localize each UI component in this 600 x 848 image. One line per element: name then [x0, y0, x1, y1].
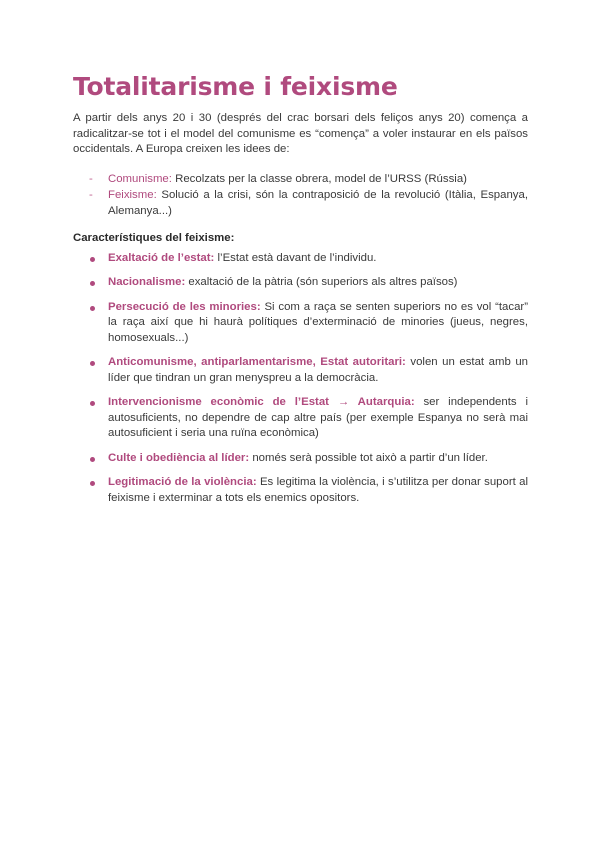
- characteristic-text: Si com a raça se senten superiors no es vol “tacar” la raça així que hi haurà polítiques d’exterminació de minories (jueus, negres, homosexuals...): [108, 300, 528, 344]
- dash-icon: -: [89, 172, 93, 185]
- characteristic-text: ser independents i autosuficients, no dependre de cap altre país (per exemple Espanya no serà mai autosuficient i seria una ruïna econòmica): [108, 396, 528, 439]
- idea-term: Comunisme:: [108, 172, 172, 185]
- list-item: [73, 355, 528, 386]
- idea-text: Solució a la crisi, són la contraposició de la revolució (Itàlia, Espanya, Alemanya...): [108, 189, 528, 217]
- dash-icon: -: [89, 189, 93, 201]
- characteristics-heading: Característiques del feixisme:: [73, 232, 235, 244]
- bullet-icon: [90, 281, 95, 286]
- list-item: [73, 395, 528, 442]
- characteristic-text: volen un estat amb un líder que tindran un gran menyspreu a la democràcia.: [108, 356, 528, 384]
- page-title: Totalitarisme i feixisme: [73, 72, 398, 101]
- list-item: [73, 275, 528, 291]
- bullet-icon: [90, 257, 95, 262]
- list-item-feixisme: [73, 188, 528, 219]
- characteristic-text: només serà possible tot això a partir d’un líder.: [249, 451, 488, 464]
- bullet-icon: [90, 401, 95, 406]
- characteristic-term: Exaltació de l’estat:: [108, 251, 215, 264]
- characteristic-text: l’Estat està davant de l’individu.: [214, 251, 377, 264]
- characteristic-term: Persecució de les minories:: [108, 300, 261, 313]
- list-item: [73, 300, 528, 347]
- bullet-icon: [90, 481, 95, 486]
- characteristic-term: Legitimació de la violència:: [108, 476, 257, 488]
- list-item: [73, 251, 528, 267]
- bullet-icon: [90, 361, 95, 366]
- characteristic-text: Es legitima la violència, i s’utilitza per donar suport al feixisme i exterminar a tots els enemics opositors.: [108, 476, 528, 504]
- characteristic-term: Culte i obediència al líder:: [108, 451, 250, 464]
- bullet-icon: [90, 457, 95, 462]
- list-item-comunisme: [73, 172, 528, 188]
- characteristic-term: Anticomunisme, antiparlamentarisme, Estat autoritari:: [108, 356, 406, 368]
- intro-paragraph: A partir dels anys 20 i 30 (després del crac borsari dels feliços anys 20) comença a radicalitzar-se tot i el model del comunisme es “comença” a voler instaurar en els països occidentals. A Europa creixen les idees de:: [73, 112, 528, 155]
- idea-text: Recolzats per la classe obrera, model de l’URSS (Rússia): [171, 172, 467, 185]
- list-item: [73, 475, 528, 506]
- idea-term: Feixisme:: [108, 189, 157, 201]
- characteristic-term: Intervencionisme econòmic de l’Estat → Autarquia:: [108, 396, 415, 408]
- document-page: [73, 72, 528, 515]
- characteristics-list: [73, 251, 528, 507]
- bullet-icon: [90, 306, 95, 311]
- list-item: [73, 451, 528, 467]
- characteristic-term: Nacionalisme:: [108, 276, 186, 288]
- ideas-list: [73, 172, 528, 220]
- characteristic-text: exaltació de la pàtria (són superiors als altres països): [185, 276, 458, 288]
